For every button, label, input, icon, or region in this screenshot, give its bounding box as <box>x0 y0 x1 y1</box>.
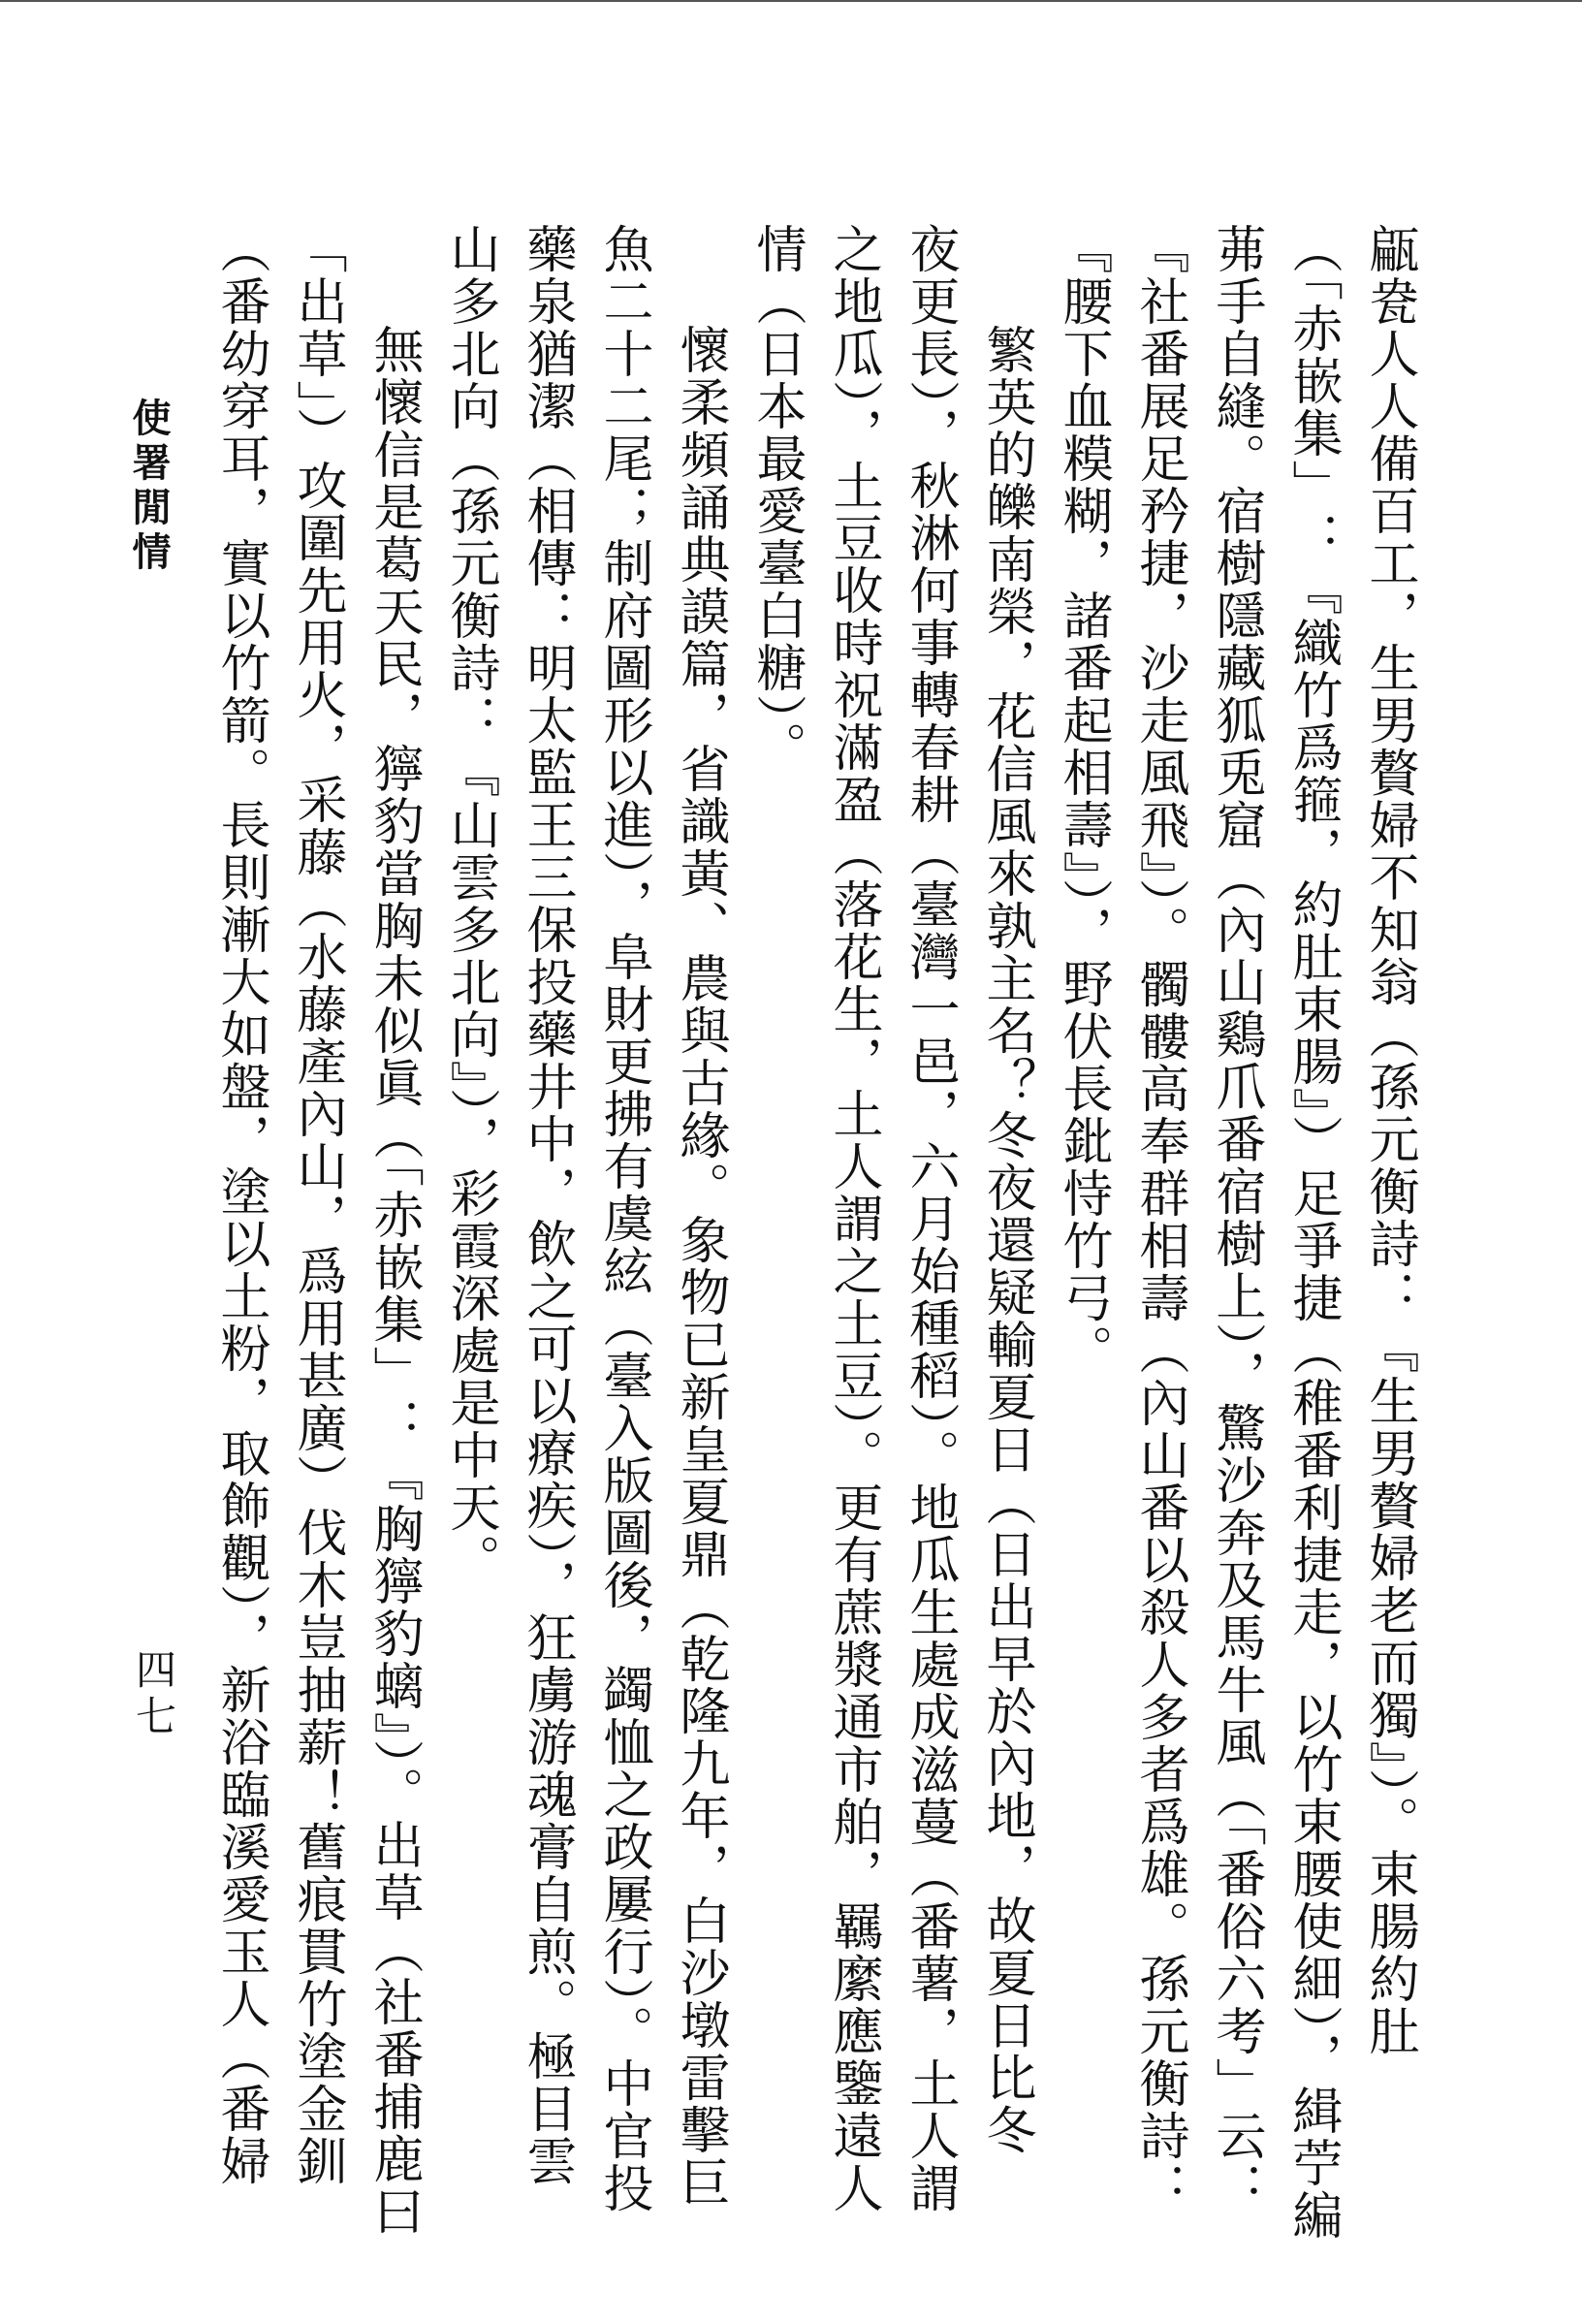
text-column: 情（日本最愛臺白糖）。 <box>747 223 806 774</box>
text-column: 『社番展足矜捷，沙走風飛』）。髑髏高奉群相壽（內山番以殺人多者爲雄。孫元衡詩： <box>1130 223 1188 2214</box>
text-column: 藥泉猶潔（相傳：明太監王三保投藥井中，飲之可以療疾），狂虜游魂膏自煎。極目雲 <box>518 223 576 2187</box>
text-column-paragraph-start: 懷柔頻誦典謨篇，省識黃、農與古緣。象物已新皇夏鼎（乾隆九年，白沙墩雷擊巨 <box>671 324 729 2209</box>
text-column-paragraph-start: 繁英的皪南榮，花信風來孰主名？冬夜還疑輸夏日（日出早於內地，故夏日比冬 <box>977 324 1035 2156</box>
text-column: 『腰下血糢糊，諸番起相壽』），野伏長鈚恃竹弓。 <box>1054 223 1112 1377</box>
text-column: （番幼穿耳，實以竹箭。長則漸大如盤，塗以土粉，取飾觀），新浴臨溪愛玉人（番婦 <box>211 223 269 2187</box>
text-column: 茀手自縫。宿樹隱藏狐兎窟（內山鷄爪番宿樹上），驚沙奔及馬牛風（「番俗六考」云： <box>1207 223 1265 2214</box>
text-column: 夜更長），秋淋何事轉春耕（臺灣一邑，六月始種稻）。地瓜生處成滋蔓（番薯，土人謂 <box>901 223 959 2214</box>
page-number: 四七 <box>130 1648 177 1741</box>
text-column: 之地瓜），土豆收時祝滿盈（落花生，土人謂之土豆）。更有蔗漿通市舶，羈縻應鑒遠人 <box>824 223 882 2214</box>
text-column: 魚二十二尾；制府圖形以進），阜財更拂有虞絃（臺入版圖後，蠲恤之政屢行）。中官投 <box>594 223 652 2214</box>
vertical-text-body <box>202 223 1427 2242</box>
text-column: 山多北向（孫元衡詩：『山雲多北向』），彩霞深處是中天。 <box>441 223 499 1586</box>
text-column-paragraph-start: 無懷信是葛天民，獰豹當胸未似眞（「赤嵌集」：『胸獰豹螭』）。出草（社番捕鹿曰 <box>364 324 423 2238</box>
text-column: 甂㼜人人備百工，生男贅婦不知翁（孫元衡詩：『生男贅婦老而獨』）。束腸約肚 <box>1360 223 1418 2057</box>
running-title: 使署閒情 <box>126 398 172 576</box>
text-column: （「赤嵌集」：『織竹爲箍，約肚束腸』）足爭捷（稚番利捷走，以竹束腰使細），緝苧編 <box>1283 223 1342 2242</box>
text-column: 「出草」）攻圍先用火，采藤（水藤產內山，爲用甚廣）伐木豈抽薪！舊痕貫竹塗金釧 <box>288 223 346 2187</box>
